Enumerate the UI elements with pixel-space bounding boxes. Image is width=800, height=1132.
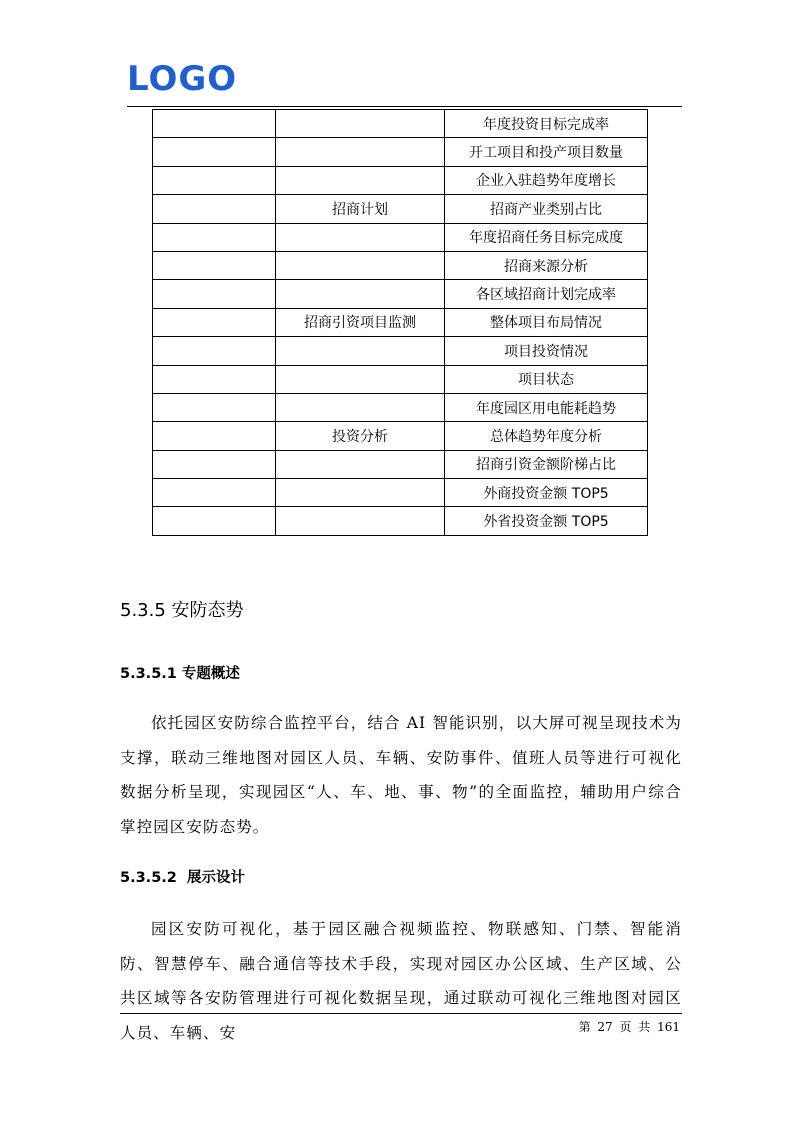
table-cell: 招商引资金额阶梯占比	[445, 450, 648, 478]
table-cell: 招商来源分析	[445, 251, 648, 279]
table-cell	[153, 138, 276, 166]
table-cell	[153, 223, 276, 251]
table-cell: 总体趋势年度分析	[445, 422, 648, 450]
table-cell: 企业入驻趋势年度增长	[445, 166, 648, 194]
table-row	[153, 110, 648, 138]
subsection-heading-design: 5.3.5.2 展示设计	[120, 870, 245, 886]
table-cell	[153, 280, 276, 308]
table-cell	[153, 110, 276, 138]
table-cell	[153, 422, 276, 450]
table-cell: 年度园区用电能耗趋势	[445, 393, 648, 421]
table-row	[153, 479, 648, 507]
table-cell	[153, 479, 276, 507]
table-cell	[276, 365, 445, 393]
table-row	[153, 138, 648, 166]
table-cell	[276, 280, 445, 308]
table-row	[153, 365, 648, 393]
metrics-table	[152, 109, 648, 536]
table-cell	[276, 110, 445, 138]
table-cell	[276, 507, 445, 535]
table-cell	[276, 450, 445, 478]
table-cell: 年度投资目标完成率	[445, 110, 648, 138]
table-cell: 项目投资情况	[445, 337, 648, 365]
table-cell: 开工项目和投产项目数量	[445, 138, 648, 166]
table-cell: 整体项目布局情况	[445, 308, 648, 336]
footer-divider	[120, 1013, 682, 1014]
table-cell: 投资分析	[276, 422, 445, 450]
table-row	[153, 507, 648, 535]
table-row	[153, 223, 648, 251]
table-row	[153, 251, 648, 279]
table-cell	[276, 166, 445, 194]
table-cell	[153, 195, 276, 223]
table-cell: 外省投资金额 TOP5	[445, 507, 648, 535]
table-cell: 项目状态	[445, 365, 648, 393]
table-cell	[153, 337, 276, 365]
page-number: 第 27 页 共 161	[578, 1020, 680, 1034]
table-cell	[153, 308, 276, 336]
table-cell: 招商产业类别占比	[445, 195, 648, 223]
table-cell	[276, 337, 445, 365]
table-row	[153, 166, 648, 194]
header-divider	[127, 106, 682, 107]
table-row	[153, 422, 648, 450]
table-row	[153, 308, 648, 336]
table-cell	[276, 223, 445, 251]
table-cell	[153, 393, 276, 421]
table-cell	[276, 393, 445, 421]
table-row	[153, 393, 648, 421]
design-paragraph: 园区安防可视化，基于园区融合视频监控、物联感知、门禁、智能消防、智慧停车、融合通信等技术手段，实现对园区办公区域、生产区域、公共区域等各安防管理进行可视化数据呈现，通过联动可视化三维地图对园区人员、车辆、安	[120, 920, 682, 1042]
table-cell	[276, 479, 445, 507]
overview-paragraph: 依托园区安防综合监控平台，结合 AI 智能识别，以大屏可视呈现技术为支撑，联动三维地图对园区人员、车辆、安防事件、值班人员等进行可视化数据分析呈现，实现园区“人、车、地、事、物”的全面监控，辅助用户综合掌控园区安防态势。	[120, 714, 682, 836]
subsection-heading-overview: 5.3.5.1 专题概述	[120, 666, 240, 682]
table-cell	[153, 166, 276, 194]
table-cell: 招商引资项目监测	[276, 308, 445, 336]
table-row	[153, 450, 648, 478]
table-cell	[153, 365, 276, 393]
table-row	[153, 280, 648, 308]
table-row	[153, 337, 648, 365]
table-cell	[153, 507, 276, 535]
table-cell	[153, 251, 276, 279]
table-row	[153, 195, 648, 223]
table-cell: 招商计划	[276, 195, 445, 223]
table-cell: 年度招商任务目标完成度	[445, 223, 648, 251]
table-cell: 外商投资金额 TOP5	[445, 479, 648, 507]
table-cell	[276, 251, 445, 279]
table-cell	[276, 138, 445, 166]
section-heading: 5.3.5 安防态势	[120, 600, 244, 621]
table-cell	[153, 450, 276, 478]
logo: LOGO	[127, 59, 238, 99]
table-cell: 各区域招商计划完成率	[445, 280, 648, 308]
